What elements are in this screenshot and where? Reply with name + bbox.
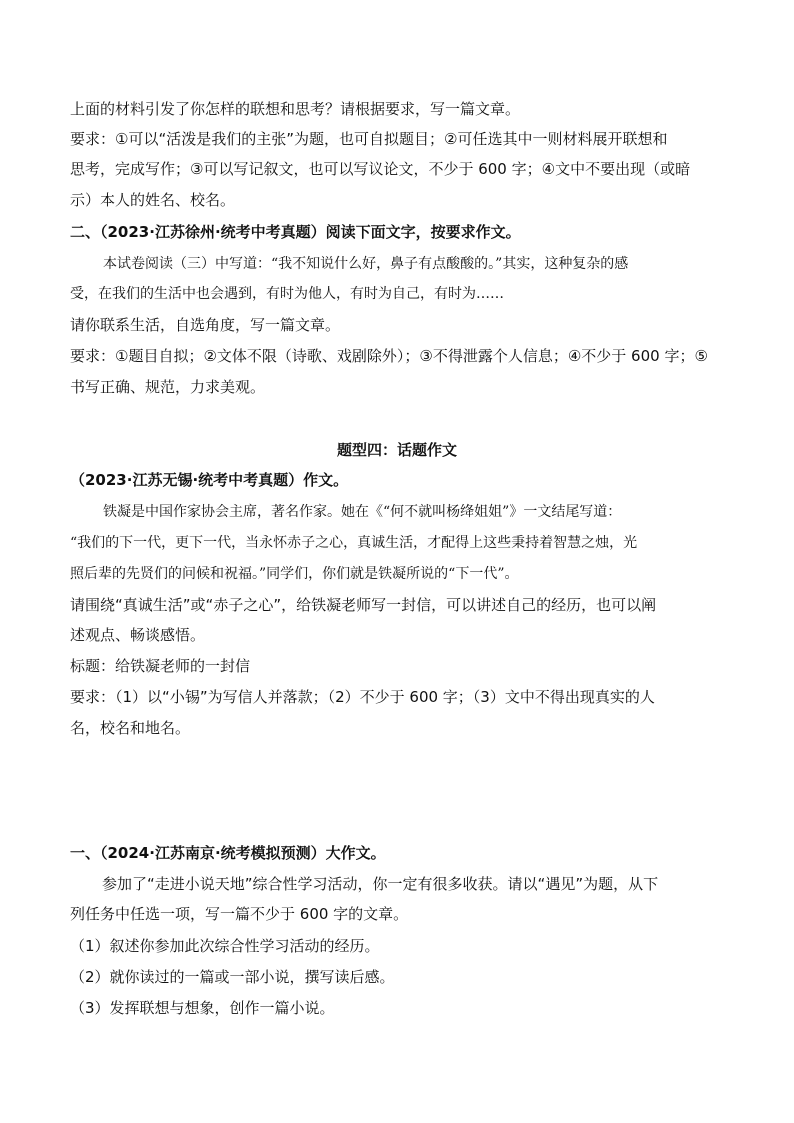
paragraph-line: 名，校名和地名。 — [70, 719, 191, 737]
paragraph-line: 书写正确、规范，力求美观。 — [70, 378, 266, 396]
question-heading: 一、（2024·江苏南京·统考模拟预测）大作文。 — [70, 844, 386, 862]
paragraph-line: 示）本人的姓名、校名。 — [70, 191, 236, 209]
paragraph-line: 参加了“走进小说天地”综合性学习活动，你一定有很多收获。请以“遇见”为题，从下 — [102, 875, 659, 893]
quote-line: “我们的下一代，更下一代，当永怀赤子之心，真诚生活，才配得上这些秉持着智慧之烛，光 — [70, 535, 638, 551]
paragraph-line: 要求：①题目自拟；②文体不限（诗歌、戏剧除外）；③不得泄露个人信息；④不少于 600 字；⑤ — [70, 347, 708, 365]
question-heading: 二、（2023·江苏徐州·统考中考真题）阅读下面文字，按要求作文。 — [70, 223, 521, 241]
paragraph-line: 请围绕“真诚生活”或“赤子之心”，给铁凝老师写一封信，可以讲述自己的经历，也可以阐 — [70, 596, 657, 614]
paragraph-line: 要求：（1）以“小锡”为写信人并落款；（2）不少于 600 字；（3）文中不得出现真实的人 — [70, 688, 655, 706]
paragraph-line: 列任务中任选一项，写一篇不少于 600 字的文章。 — [70, 905, 409, 923]
paragraph-line: 上面的材料引发了你怎样的联想和思考？请根据要求，写一篇文章。 — [70, 100, 521, 118]
paragraph-line: 要求：①可以“活泼是我们的主张”为题，也可自拟题目；②可任选其中一则材料展开联想和 — [70, 130, 668, 148]
paragraph-line: 标题：给铁凝老师的一封信 — [70, 657, 251, 675]
quote-line: 铁凝是中国作家协会主席，著名作家。她在《“何不就叫杨绛姐姐”》一文结尾写道： — [103, 504, 622, 520]
paragraph-line: 述观点、畅谈感悟。 — [70, 626, 206, 644]
list-item: （3）发挥联想与想象，创作一篇小说。 — [70, 999, 335, 1017]
paragraph-line: 请你联系生活，自选角度，写一篇文章。 — [70, 316, 341, 334]
list-item: （2）就你读过的一篇或一部小说，撰写读后感。 — [70, 968, 395, 986]
list-item: （1）叙述你参加此次综合性学习活动的经历。 — [70, 937, 380, 955]
quote-line: 受，在我们的生活中也会遇到，有时为他人，有时为自己，有时为…… — [70, 286, 504, 302]
quote-line: 本试卷阅读（三）中写道：“我不知说什么好，鼻子有点酸酸的。”其实，这种复杂的感 — [103, 256, 629, 272]
section-title: 题型四：话题作文 — [336, 441, 457, 459]
quote-line: 照后辈的先贤们的问候和祝福。”同学们，你们就是铁凝所说的“下一代”。 — [70, 566, 519, 582]
question-heading: （2023·江苏无锡·统考中考真题）作文。 — [70, 471, 349, 489]
paragraph-line: 思考，完成写作；③可以写记叙文，也可以写议论文，不少于 600 字；④文中不要出现（或暗 — [70, 160, 691, 178]
